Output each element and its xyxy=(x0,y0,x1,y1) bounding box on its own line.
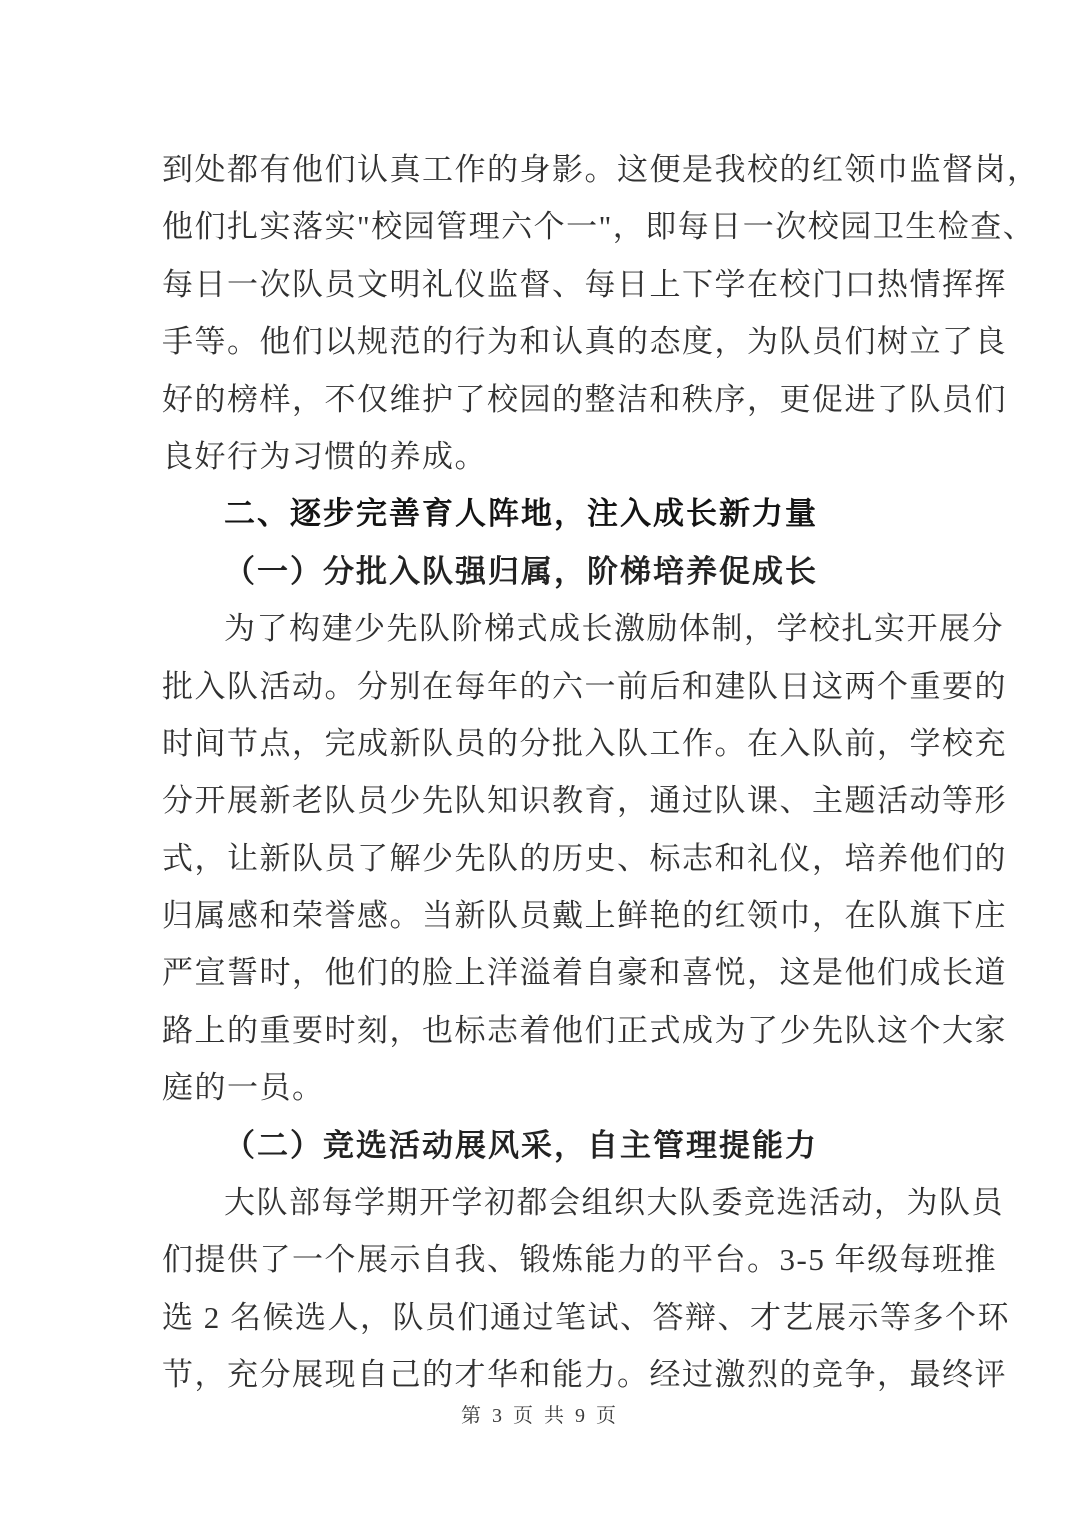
body-line: 归属感和荣誉感。当新队员戴上鲜艳的红领巾，在队旗下庄 xyxy=(162,898,1007,934)
body-line: 严宣誓时，他们的脸上洋溢着自豪和喜悦，这是他们成长道 xyxy=(162,955,1007,991)
body-line: 他们扎实落实"校园管理六个一"，即每日一次校园卫生检查、 xyxy=(162,209,1036,245)
subsection-heading: （二）竞选活动展风采，自主管理提能力 xyxy=(224,1127,818,1163)
body-line: 节，充分展现自己的才华和能力。经过激烈的竞争，最终评 xyxy=(162,1357,1007,1393)
subsection-heading: （一）分批入队强归属，阶梯培养促成长 xyxy=(224,553,818,589)
body-line: 批入队活动。分别在每年的六一前后和建队日这两个重要的 xyxy=(162,668,1007,704)
body-line: 到处都有他们认真工作的身影。这便是我校的红领巾监督岗， xyxy=(162,152,1040,187)
body-line: 手等。他们以规范的行为和认真的态度，为队员们树立了良 xyxy=(162,324,1007,360)
body-line: 每日一次队员文明礼仪监督、每日上下学在校门口热情挥挥 xyxy=(162,266,1007,302)
document-body xyxy=(162,141,1040,1404)
body-line: 式，让新队员了解少先队的历史、标志和礼仪，培养他们的 xyxy=(162,840,1007,876)
body-line: 为了构建少先队阶梯式成长激励体制，学校扎实开展分 xyxy=(224,611,1004,647)
body-line: 良好行为习惯的养成。 xyxy=(162,438,487,474)
body-line: 们提供了一个展示自我、锻炼能力的平台。3-5 年级每班推 xyxy=(162,1242,998,1278)
body-line: 时间节点，完成新队员的分批入队工作。在入队前，学校充 xyxy=(162,725,1007,761)
body-line: 庭的一员。 xyxy=(162,1070,325,1106)
body-line: 选 2 名候选人，队员们通过笔试、答辩、才艺展示等多个环 xyxy=(162,1299,1010,1335)
page-number-footer: 第 3 页 共 9 页 xyxy=(461,1405,619,1427)
body-line: 路上的重要时刻，也标志着他们正式成为了少先队这个大家 xyxy=(162,1012,1007,1048)
body-line: 大队部每学期开学初都会组织大队委竞选活动，为队员 xyxy=(224,1185,1004,1221)
body-line: 好的榜样，不仅维护了校园的整洁和秩序，更促进了队员们 xyxy=(162,381,1007,417)
section-heading: 二、逐步完善育人阵地，注入成长新力量 xyxy=(224,496,818,532)
body-line: 分开展新老队员少先队知识教育，通过队课、主题活动等形 xyxy=(162,783,1007,819)
